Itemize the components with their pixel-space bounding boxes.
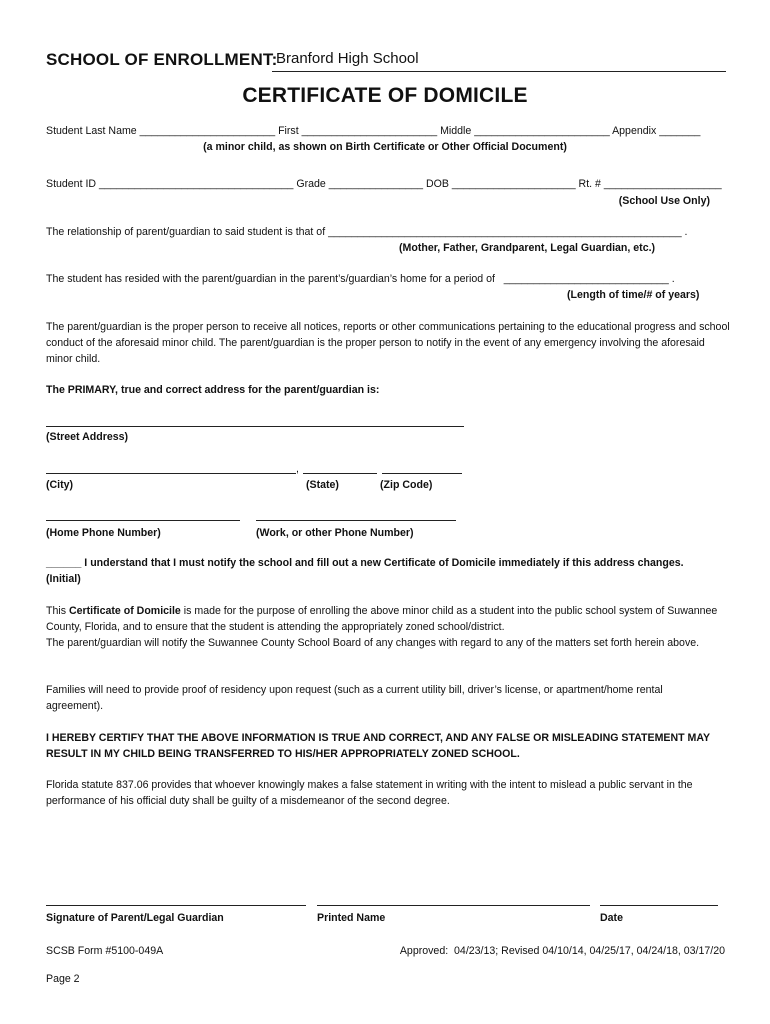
work-phone-label: (Work, or other Phone Number) (256, 527, 414, 539)
school-underline (272, 71, 726, 72)
form-number: SCSB Form #5100-049A (46, 945, 164, 957)
student-name-fields[interactable]: Student Last Name _______________________ First _______________________ Middle _______________________ Appendix _______ (46, 125, 701, 137)
street-address-line[interactable] (46, 426, 464, 427)
printed-name-line[interactable] (317, 905, 590, 906)
relationship-field[interactable]: The relationship of parent/guardian to said student is that of ____________________________________________________________ . (46, 226, 688, 238)
relationship-note: (Mother, Father, Grandparent, Legal Guardian, etc.) (399, 242, 656, 254)
purpose-text-start: This (46, 605, 69, 617)
certificate-of-domicile-term: Certificate of Domicile (68, 605, 181, 617)
statute-paragraph: Florida statute 837.06 provides that whoever knowingly makes a false statement in writing with the intent to mislead a public servant in the performance of his official duty shall be guilty of a misdemeanor of the second degree. (46, 779, 693, 807)
certification-statement: I HEREBY CERTIFY THAT THE ABOVE INFORMATION IS TRUE AND CORRECT, AND ANY FALSE OR MISLEADING STATEMENT MAY RESULT IN MY CHILD BEING TRANSFERRED TO HIS/HER APPROPRIATELY ZONED SCHOOL. (46, 732, 710, 760)
school-of-enrollment-label: SCHOOL OF ENROLLMENT: (46, 50, 278, 69)
city-label: (City) (46, 479, 74, 491)
city-line[interactable] (46, 473, 296, 474)
zip-code-line[interactable] (382, 473, 462, 474)
home-phone-line[interactable] (46, 520, 240, 521)
printed-name-label: Printed Name (317, 912, 386, 924)
acknowledgement-text: I understand that I must notify the school and fill out a new Certificate of Domicile immediately if this address changes. (81, 557, 684, 569)
work-phone-line[interactable] (256, 520, 456, 521)
acknowledgement-statement (46, 556, 684, 570)
residence-period-note: (Length of time/# of years) (567, 289, 700, 301)
initial-label: (Initial) (46, 573, 81, 585)
residence-period-field[interactable]: The student has resided with the parent/guardian in the parent’s/guardian’s home for a period of ____________________________ . (46, 273, 675, 285)
notify-paragraph: The parent/guardian will notify the Suwannee County School Board of any changes with regard to any of the matters set forth herein above. (46, 637, 700, 649)
date-line[interactable] (600, 905, 718, 906)
home-phone-label: (Home Phone Number) (46, 527, 161, 539)
zip-code-label: (Zip Code) (380, 479, 433, 491)
purpose-paragraph (46, 603, 728, 635)
city-comma: , (296, 463, 299, 475)
student-name-note: (a minor child, as shown on Birth Certificate or Other Official Document) (203, 141, 567, 153)
address-heading: The PRIMARY, true and correct address for the parent/guardian is: (46, 384, 380, 396)
signature-label: Signature of Parent/Legal Guardian (46, 912, 224, 924)
document-title: CERTIFICATE OF DOMICILE (242, 84, 528, 107)
school-use-only-note: (School Use Only) (618, 195, 710, 207)
state-line[interactable] (303, 473, 377, 474)
state-label: (State) (306, 479, 339, 491)
school-of-enrollment-value[interactable]: Branford High School (276, 50, 419, 67)
approval-dates: Approved: 04/23/13; Revised 04/10/14, 04/25/17, 04/24/18, 03/17/20 (399, 945, 725, 957)
notice-paragraph: The parent/guardian is the proper person to receive all notices, reports or other communications pertaining to the educational progress and school conduct of the aforesaid minor child. The parent/guardian is the proper person to notify in the event of any emergency involving the aforesaid minor child. (46, 321, 730, 365)
page-number: Page 2 (46, 973, 80, 985)
purpose-text-end: is made for the purpose of enrolling the above minor child as a student into the public school system of Suwannee County, Florida, and to ensure that the student is attending the appropriately zoned school/district. (46, 605, 718, 633)
signature-line[interactable] (46, 905, 306, 906)
street-address-label: (Street Address) (46, 431, 129, 443)
proof-of-residency-paragraph: Families will need to provide proof of residency upon request (such as a current utility bill, driver’s license, or apartment/home rental agreement). (46, 684, 663, 712)
date-label: Date (600, 912, 623, 924)
student-id-fields[interactable]: Student ID _________________________________ Grade ________________ DOB _____________________ Rt. # ____________________ (46, 178, 722, 190)
initial-blank[interactable]: ______ (46, 557, 82, 569)
